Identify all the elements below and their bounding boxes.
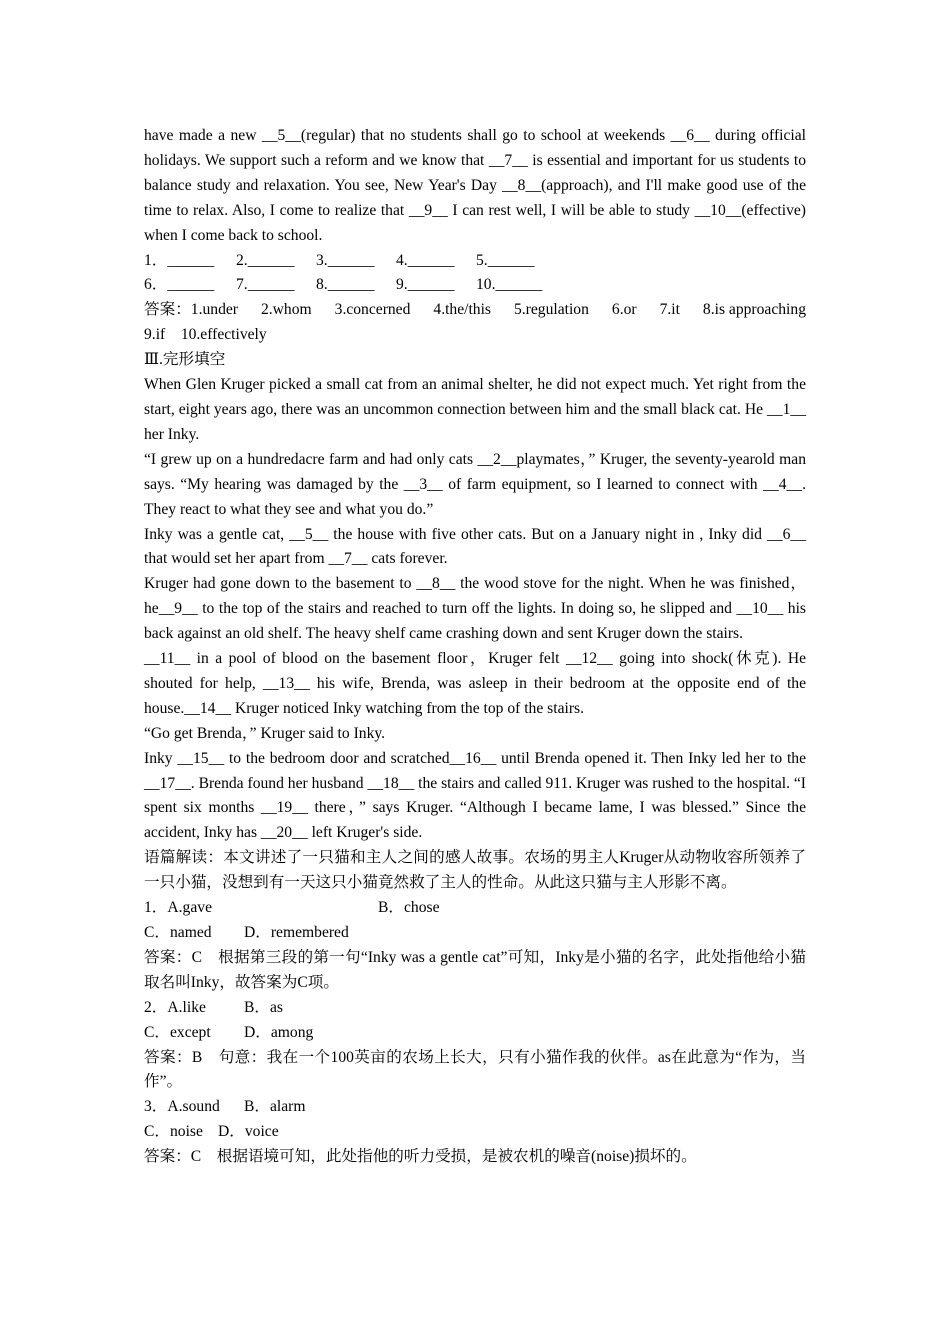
answer-item: 7.it [659,301,680,319]
question-3-answer: 答案：C 根据语境可知，此处指他的听力受损，是被农机的噪音(noise)损坏的。 [144,1148,697,1166]
blank-6: 6．______ [144,276,215,294]
answer-item: 8.is approaching [702,301,806,319]
question-3-options-ab [144,1095,806,1120]
option-c: C．noise [144,1123,203,1141]
answer-item: 5.regulation [513,301,589,319]
blank-3: 3.______ [316,251,375,269]
reading-note: 语篇解读：本文讲述了一只猫和主人之间的感人故事。农场的男主人Kruger从动物收容所领养了一只小猫，没想到有一天这只小猫竟然救了主人的性命。从此这只猫与主人形影不离。 [144,849,806,892]
cloze-paragraph: Inky __15__ to the bedroom door and scratched__16__ until Brenda opened it. Then Inky led her to the __17__. Brenda found her husband __18__ the stairs and called 911. Kruger was rushed to the hospital. “I spent six months __19__ there，” says Kruger. “Although I became lame, I was blessed.” Since the accident, Inky has __20__ left Kruger's side. [144,749,807,842]
cloze-paragraph: Kruger had gone down to the basement to __8__ the wood stove for the night. When he was finished，he__9__ to the top of the stairs and reached to turn off the lights. In doing so, he slipped and __10__ his back against an old shelf. The heavy shelf came crashing down and sent Kruger down the stairs. [144,575,806,643]
answer-line-2: 9.if 10.effectively [144,326,267,344]
section-title: Ⅲ.完形填空 [144,351,226,369]
option-b: B．as [244,998,283,1016]
document-page [144,124,806,1170]
question-2-options-ab [144,996,806,1021]
option-a: 2．A.like [144,998,206,1016]
option-d: D．remembered [244,924,349,941]
cloze-paragraph: When Glen Kruger picked a small cat from an animal shelter, he did not expect much. Yet right from the start, eight years ago, there was an uncommon connection between him and the small black cat. He __1__ her Inky. [144,376,806,443]
blank-5: 5.______ [476,251,535,269]
option-b: B．chose [378,899,440,917]
cloze-paragraph: Inky was a gentle cat, __5__ the house with five other cats. But on a January night in , Inky did __6__ that would set her apart from __7__ cats forever. [144,525,806,568]
option-c: C．named [144,924,212,941]
answer-item: 3.concerned [334,301,411,319]
blank-2: 2.______ [236,251,295,269]
cloze-paragraph: “I grew up on a hundredacre farm and had only cats __2__playmates，” Kruger, the seventy-yearold man says. “My hearing was damaged by the __3__ of farm equipment, so I learned to connect with __4__. They react to what they see and what you do.” [144,450,806,518]
cloze-paragraph: “Go get Brenda，” Kruger said to Inky. [144,724,386,742]
question-1-options-cd [144,921,806,946]
question-3-options-cd [144,1120,806,1145]
option-d: D．voice [218,1123,279,1141]
question-2-options-cd [144,1021,806,1046]
answer-item: 4.the/this [433,301,491,319]
blank-7: 7.______ [236,276,295,294]
answer-item: 2.whom [260,301,312,319]
option-c: C．except [144,1023,211,1041]
option-d: D．among [244,1023,314,1041]
blank-4: 4.______ [396,251,455,269]
passage-tail: have made a new __5__(regular) that no students shall go to school at weekends __6__ during official holidays. We support such a reform and we know that __7__ is essential and important for us students to balance study and relaxation. You see, New Year's Day __8__(approach), and I'll make good use of the time to relax. Also, I come to realize that __9__ I can rest well, I will be able to study __10__(effective) when I come back to school. [144,127,806,244]
blank-9: 9.______ [396,276,455,294]
question-1-options-ab [144,896,806,921]
question-1-answer: 答案：C 根据第三段的第一句“Inky was a gentle cat”可知，Inky是小猫的名字，此处指他给小猫取名叫Inky，故答案为C项。 [144,948,806,991]
option-b: B．alarm [244,1098,306,1116]
blanks-row-1 [144,249,806,274]
option-a: 3．A.sound [144,1098,220,1116]
cloze-paragraph: __11__ in a pool of blood on the basement floor，Kruger felt __12__ going into shock(休克). He shouted for help, __13__ his wife, Brenda, was asleep in their bedroom at the opposite end of the house.__14__ Kruger noticed Inky watching from the top of the stairs. [144,650,806,717]
blanks-row-2 [144,273,806,298]
answer-item: 6.or [611,301,637,319]
answer-line-1 [144,298,806,323]
option-a: 1．A.gave [144,899,212,917]
question-2-answer: 答案：B 句意：我在一个100英亩的农场上长大，只有小猫作我的伙伴。as在此意为“作为，当作”。 [144,1048,806,1091]
blank-1: 1．______ [144,251,215,269]
blank-10: 10.______ [476,276,543,294]
answer-item: 答案：1.under [144,301,238,319]
blank-8: 8.______ [316,276,375,294]
